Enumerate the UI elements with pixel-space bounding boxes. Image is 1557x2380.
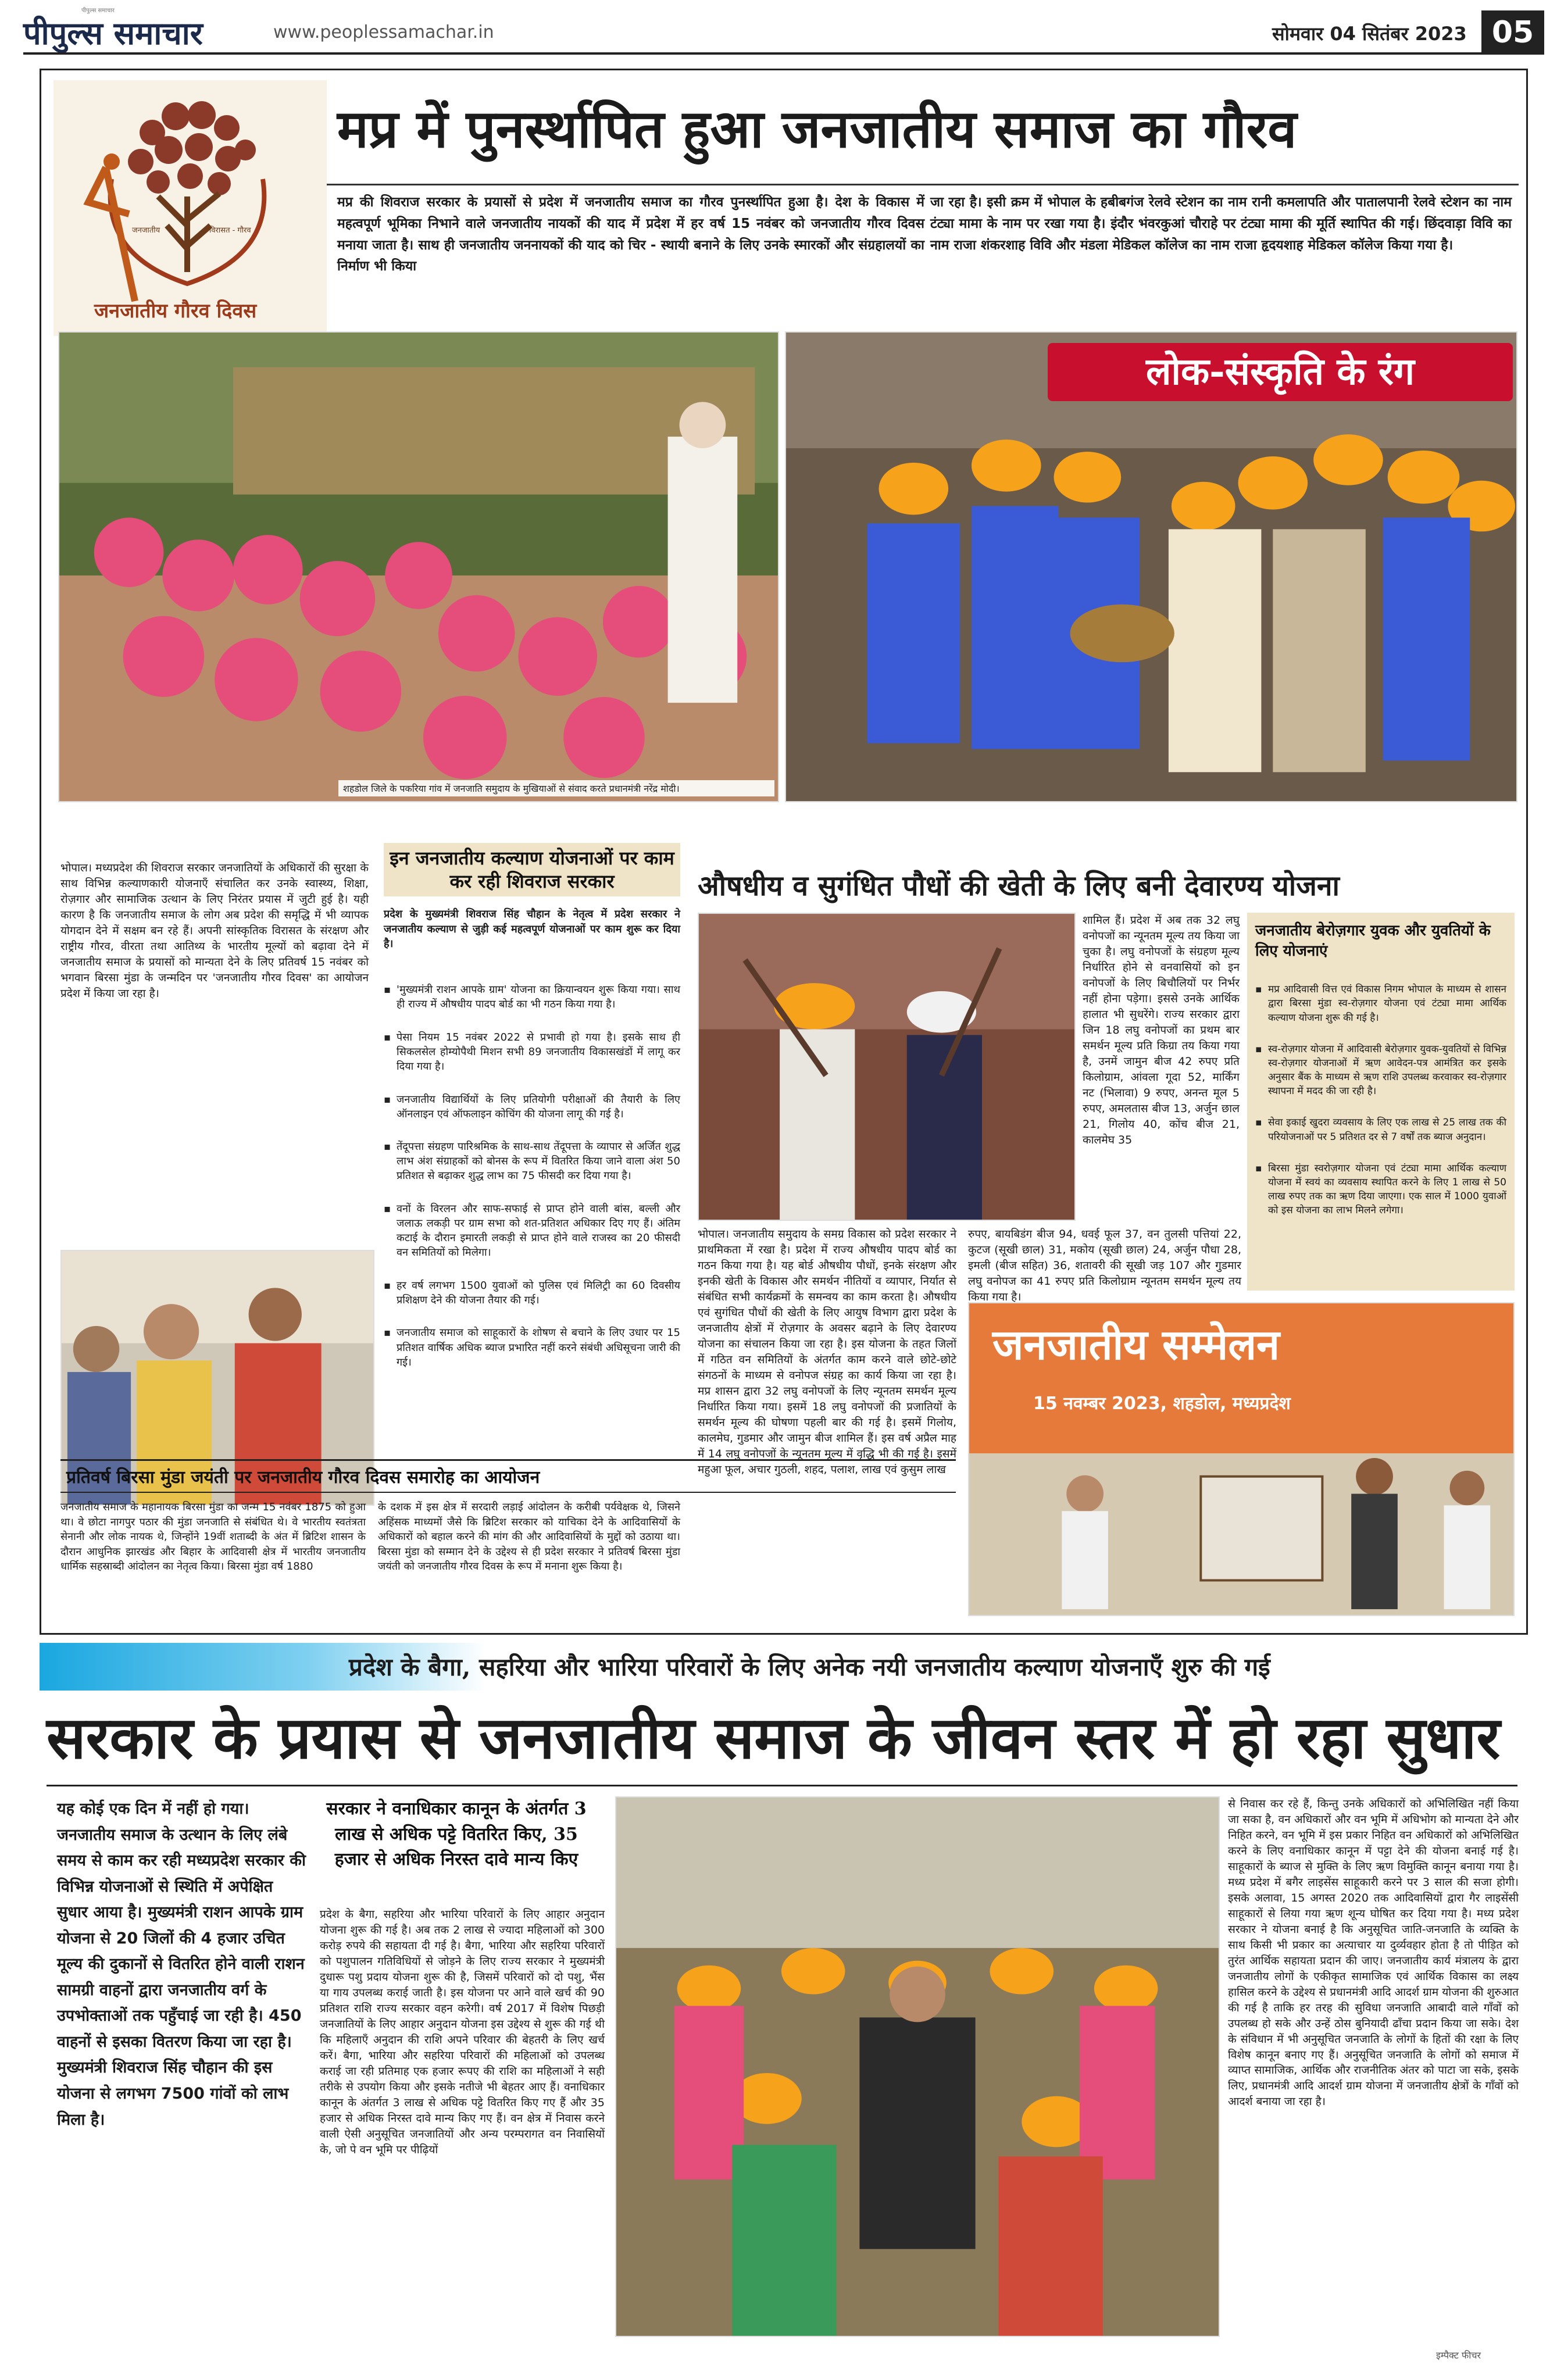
issue-date: सोमवार 04 सितंबर 2023 xyxy=(1272,23,1467,45)
intro-right: जा रहा है। इसी क्रम में भोपाल के हबीबगंज रेलवे स्टेशन का नाम रानी कमलापति और पातालपानी रेलवे स्टेशन का नाम टंट्या मामा के नाम पर रखा गया है। इंदौर भंवरकुआं चौराहे पर टंट्या मामा की मूर्ति स्थापित की गई। छिंदवाड़ा विवि का नाम राजा शंकरशाह विवि और मंडला मेडिकल कॉलेज का नाम राजा हृदयशाह मेडिकल कॉलेज किया गया है। xyxy=(930,195,1512,253)
website[interactable]: www.peoplessamachar.in xyxy=(273,22,494,42)
celebration-photo xyxy=(615,1796,1220,2337)
youth-scheme-item: ▪ मप्र आदिवासी वित्त एवं विकास निगम भोपाल के माध्यम से शासन द्वारा बिरसा मुंडा स्व-रोज़गार योजना एवं टंट्या मामा आर्थिक कल्याण योजना शुरू की गई है। xyxy=(1255,982,1506,1024)
youth-scheme-item: ▪ स्व-रोज़गार योजना में आदिवासी बेरोज़गार युवक-युवतियों से विभिन्न स्व-रोज़गार योजनाओं में ऋण आवेदन-पत्र आमंत्रित कर इसके अनुसार बैंक के माध्यम से ऋण राशि उपलब्ध करवाकर स्व-रोज़गार स्थापना में मदद की जा रही है। xyxy=(1255,1042,1506,1099)
bottom-headline: सरकार के प्रयास से जनजातीय समाज के जीवन स्तर में हो रहा सुधार xyxy=(47,1703,1501,1772)
logo-ring-left: जनजातीय xyxy=(132,226,160,235)
pm-tribal-dance-photo xyxy=(698,913,1076,1221)
scheme-item: ▪ जनजातीय विद्यार्थियों के लिए प्रतियोगी परीक्षाओं की तैयारी के लिए ऑनलाइन एवं ऑफलाइन कोचिंग की योजना लागू की गई है। xyxy=(384,1092,680,1121)
scheme-item: ▪ पेसा नियम 15 नवंबर 2022 से प्रभावी हो गया है। इसके साथ ही सिकलसेल होम्योपैथी मिशन सभी 89 जनजातीय विकासखंडों में लागू कर दिया गया है। xyxy=(384,1030,680,1074)
cm-musicians-photo xyxy=(785,331,1517,802)
scheme-item: ▪ जनजातीय समाज को साहूकारों के शोषण से बचाने के लिए उधार पर 15 प्रतिशत वार्षिक अधिक ब्याज प्रभारित नहीं करने संबंधी अधिसूचना जारी की गई। xyxy=(384,1325,680,1370)
bottom-rule xyxy=(47,1785,1517,1786)
scheme-item: ▪ वनों के विरलन और साफ-सफाई से प्राप्त होने वाली बांस, बल्ली और जलाऊ लकड़ी पर ग्राम सभा को शत-प्रतिशत अधिकार दिए गए हैं। अंतिम कटाई के दौरान इमारती लकड़ी से प्राप्त होने वाले राजस्व का 20 फीसदी वन समितियों को मिलेगा। xyxy=(384,1202,680,1260)
scheme-item: ▪ हर वर्ष लगभग 1500 युवाओं को पुलिस एवं मिलिट्री का 60 दिवसीय प्रशिक्षण देने की योजना तैयार की गई। xyxy=(384,1278,680,1307)
janjatiya-gaurav-logo xyxy=(53,80,327,336)
logo-ring-right: विरासत - गौरव xyxy=(209,226,251,235)
sammelan-banner-sub: 15 नवम्बर 2023, शहडोल, मध्यप्रदेश xyxy=(1033,1393,1291,1414)
pm-interaction-photo xyxy=(58,331,779,802)
scheme-item: ▪ तेंदूपत्ता संग्रहण पारिश्रमिक के साथ-साथ तेंदूपत्ता के व्यापार से अर्जित शुद्ध लाभ अंश संग्राहकों को बोनस के रूप में वितरित किया जाने वाला अंश 50 प्रतिशत से बढ़ाकर शुद्ध लाभ का 75 फीसदी कर दिया गया है। xyxy=(384,1139,680,1184)
devaranya-col-right: शामिल हैं। प्रदेश में अब तक 32 लघु वनोपजों का न्यूनतम मूल्य तय किया जा चुका है। लघु वनोपजों के संग्रहण मूल्य निर्धारित होने से वनवासियों को इन वनोपजों के लिए बिचौलियों पर निर्भर नहीं होना पड़ेगा। इससे उनके आर्थिक हालात भी सुधरेंगे। राज्य सरकार द्वारा जिन 18 लघु वनोपजों का प्रथम बार समर्थन मूल्य प्रति किग्रा तय किया गया है, उनमें जामुन बीज 42 रुपए प्रति किलोग्राम, आंवला गूदा 52, मार्किंग नट (भिलावा) 9 रुपए, अनन्त मूल 5 रुपए, अमलतास बीज 13, अर्जुन छाल 21, गिलोय 40, कोंच बीज 21, कालमेघ 35 xyxy=(1083,914,1240,1146)
birsa-col1: जनजातीय समाज के महानायक बिरसा मुंडा का जन्म 15 नवंबर 1875 को हुआ था। वे छोटा नागपुर पठार की मुंडा जनजाति से संबंधित थे। वे भारतीय स्वतंत्रता सेनानी और लोक नायक थे, जिन्होंने 19वीं शताब्दी के अंत में ब्रिटिश शासन के दौरान आधुनिक झारखंड और बिहार के आदिवासी क्षेत्र में भारतीय जनजातीय धार्मिक सहस्राब्दी आंदोलन का नेतृत्व किया। बिरसा मुंडा वर्ष 1880 xyxy=(60,1501,366,1573)
sammelan-photo xyxy=(968,1302,1515,1616)
youth-schemes-list xyxy=(1255,969,1506,1235)
devaranya-title: औषधीय व सुगंधित पौधों की खेती के लिए बनी देवारण्य योजना xyxy=(698,870,1340,902)
scheme-item: ▪ 'मुख्यमंत्री राशन आपके ग्राम' योजना का क्रियान्वयन शुरू किया गया। साथ ही राज्य में औषधीय पादप बोर्ड का भी गठन किया गया है। xyxy=(384,982,680,1012)
devaranya-col-mid: रुपए, बायबिडंग बीज 94, धवई फूल 37, वन तुलसी पत्तियां 22, कुटज (सूखी छाल) 31, मकोय (सूखी छाल) 24, अर्जुन पौधा 28, इमली (बीज सहित) 36, शतावरी की सूखी जड़ 107 और गुडमार लघु वनोपज का 41 रुपए प्रति किलोग्राम न्यूनतम समर्थन मूल्य तय किया गया है। xyxy=(968,1228,1241,1303)
top-headline: मप्र में पुनर्स्थापित हुआ जनजातीय समाज का गौरव xyxy=(337,98,1297,160)
logo-ring-bottom: जनजातीय गौरव दिवस xyxy=(94,299,257,323)
sammelan-banner: जनजातीय सम्मेलन xyxy=(992,1320,1280,1369)
footer-note: इम्पैक्ट फीचर xyxy=(1436,2350,1481,2361)
page-number: 05 xyxy=(1481,10,1544,55)
bhopal-story: भोपाल। मध्यप्रदेश की शिवराज सरकार जनजातियों के अधिकारों की सुरक्षा के साथ विभिन्न कल्याणकारी योजनाएँ संचालित कर उनके स्वास्थ्य, शिक्षा, रोज़गार और सामाजिक उत्थान के लिए निरंतर प्रयास में जुटी हुई है। यही कारण है कि जनजातीय समाज के लोग अब प्रदेश की समृद्धि में भी व्यापक योगदान देने में सक्षम बन रहे हैं। अपनी सांस्कृतिक विरासत के संरक्षण और राष्ट्रीय गौरव, वीरता तथा आतिथ्य के भारतीय मूल्यों को बढ़ावा देने में जनजातीय समाज के प्रयासों को मान्यता देने के लिए प्रतिवर्ष 15 नवंबर को भगवान बिरसा मुंडा के जन्मदिन पर 'जनजातीय गौरव दिवस' का आयोजन प्रदेश में किया जा रहा है। xyxy=(60,862,369,1000)
brand-name: पीपुल्स समाचार xyxy=(23,15,203,52)
youth-box-title: जनजातीय बेरोज़गार युवक और युवतियों के लिए योजनाएं xyxy=(1255,922,1491,960)
schemes-intro: प्रदेश के मुख्यमंत्री शिवराज सिंह चौहान के नेतृत्व में प्रदेश सरकार ने जनजातीय कल्याण से जुड़ी कई महत्वपूर्ण योजनाओं पर काम शुरू कर दिया है। xyxy=(384,908,680,950)
bottom-kicker: प्रदेश के बैगा, सहरिया और भारिया परिवारों के लिए अनेक नयी जनजातीय कल्याण योजनाएँ शुरु की गई xyxy=(349,1653,1270,1681)
photo1-caption: शहडोल जिले के पकरिया गांव में जनजाति समुदाय के मुखियाओं से संवाद करते प्रधानमंत्री नरेंद्र मोदी। xyxy=(338,780,774,796)
masthead xyxy=(0,0,1557,58)
youth-scheme-item: ▪ सेवा इकाई खुदरा व्यवसाय के लिए एक लाख से 25 लाख तक की परियोजनाओं पर 5 प्रतिशत दर से 7 वर्षों तक ब्याज अनुदान। xyxy=(1255,1116,1506,1143)
schemes-title: इन जनजातीय कल्याण योजनाओं पर काम कर रही शिवराज सरकार xyxy=(384,843,680,896)
brand-tagline: पीपुल्स समाचार xyxy=(81,8,115,14)
devaranya-col-left: भोपाल। जनजातीय समुदाय के समग्र विकास को प्रदेश सरकार ने प्राथमिकता में रखा है। प्रदेश में राज्य औषधीय पादप बोर्ड का गठन किया गया है। यह बोर्ड औषधीय पौधों, इनके संरक्षण और इनकी खेती के विकास और समर्थन नीतियों व व्यापार, निर्यात से संबंधित सभी कार्यक्रमों के समन्वय का काम करता है। औषधीय एवं सुगंधित पौधों की खेती के लिए आयुष विभाग द्वारा प्रदेश के जनजातीय क्षेत्रों में रोज़गार के अवसर बढ़ाने के लिए देवारण्य योजना का संचालन किया जा रहा है। इस योजना के तहत जिलों में गठित वन समितियों के अंतर्गत काम करने वाले छोटे-छोटे संगठनों के माध्यम से वनोपज संग्रह का कार्य किया जा रहा है। मप्र शासन द्वारा 32 लघु वनोपजों के लिए न्यूनतम समर्थन मूल्य निर्धारित किया गया। इसमें 18 लघु वनोपजों की प्रजातियों के समर्थन मूल्य की घोषणा पहली बार की गई है। इसमें गिलोय, कालमेघ, गुडमार और जामुन बीज शामिल हैं। इस वर्ष अप्रैल माह में 14 लघु वनोपजों के न्यूनतम मूल्य में वृद्धि भी की गई है। इसमें महुआ फूल, अचार गुठली, शहद, पलाश, लाख एवं कुसुम लाख xyxy=(698,1228,956,1476)
schemes-list xyxy=(384,968,680,1388)
headline-rule xyxy=(327,184,1519,185)
schemes-section xyxy=(378,843,686,1459)
youth-scheme-item: ▪ बिरसा मुंडा स्वरोज़गार योजना एवं टंट्या मामा आर्थिक कल्याण योजना में स्वयं का व्यवसाय स्थापित करने के लिए 1 लाख से 50 लाख रुपए तक का ऋण दिया जाएगा। एक साल में 1000 युवाओं को इस योजना का लाभ मिलने लगेगा। xyxy=(1255,1162,1506,1218)
forest-rights-title: सरकार ने वनाधिकार कानून के अंतर्गत 3 लाख से अधिक पट्टे वितरित किए, 35 हजार से अधिक निरस्त दावे मान्य किए xyxy=(326,1799,587,1870)
youth-schemes-box xyxy=(1247,913,1515,1291)
intro-left: मप्र की शिवराज सरकार के प्रयासों से प्रदेश में जनजातीय समाज का गौरव पुनर्स्थापित हुआ है। देश के विकास में महत्वपूर्ण भूमिका निभाने वाले जनजातीय नायकों की याद में प्रदेश में हर वर्ष 15 नवंबर को जनजातीय गौरव दिवस मनाया जाता है। साथ ही जनजातीय जननायकों की याद को चिर - स्थायी बनाने के लिए उनके स्मारकों और संग्रहालयों का निर्माण भी किया xyxy=(337,195,924,274)
masthead-rule xyxy=(23,52,1512,55)
bottom-right-col: से निवास कर रहे हैं, किन्तु उनके अधिकारों को अभिलिखित नहीं किया जा सका है, वन अधिकारों और वन भूमि में अधिभोग को मान्यता देने और निहित करने, वन भूमि में इस प्रकार निहित वन अधिकारों को अभिलिखित करने के लिए वनाधिकार कानून में पट्टा देने की योजना बनाई गई है। साहूकारों के ब्याज से मुक्ति के लिए ऋण विमुक्ति कानून बनाया गया है। मध्य प्रदेश में बगैर लाइसेंस साहूकारी करने पर 3 साल की सजा होगी। इसके अलावा, 15 अगस्त 2020 तक आदिवासियों द्वारा गैर लाइसेंसी साहूकारों से लिया गया ऋण शून्य घोषित कर दिया गया है। मध्य प्रदेश सरकार ने योजना बनाई है कि अनुसूचित जाति-जनजाति के व्यक्ति के साथ किसी भी प्रकार का अत्याचार या दुर्व्यवहार होता है तो पीड़ित को तुरंत आर्थिक सहायता प्रदान की जाए। जनजातीय कार्य मंत्रालय के द्वारा जनजातीय लोगों के एकीकृत सामाजिक एवं आर्थिक विकास का लक्ष्य हासिल करने के उद्देश्य से प्रधानमंत्री आदि आदर्श ग्राम योजना की शुरुआत की गई है ताकि हर तरह की सुविधा जनजाति आबादी वाले गाँवों को उपलब्ध हो सके और उन्हें ठोस बुनियादी ढाँचा प्रदान किया जा सके। देश के संविधान में भी अनुसूचित जनजाति के लोगों के हितों की रक्षा के लिए विशेष कानून बनाए गए हैं। अनुसूचित जनजाति के लोगों को समाज में व्याप्त सामाजिक, आर्थिक और राजनीतिक अंतर को पाटा जा सके, इसके लिए, प्रधानमंत्री आदि आदर्श ग्राम योजना में जनजातीय क्षेत्रों के गाँवों को आदर्श बनाया जा रहा है। xyxy=(1228,1797,1519,2109)
birsa-col2: के दशक में इस क्षेत्र में सरदारी लड़ाई आंदोलन के करीबी पर्यवेक्षक थे, जिसने अहिंसक माध्यमों जैसे कि ब्रिटिश सरकार को याचिका देने के आदिवासियों के अधिकारों को बहाल करने की मांग की और आदिवासियों के मुद्दों को उठाया था। बिरसा मुंडा को सम्मान देने के उद्देश्य से ही प्रदेश सरकार ने प्रतिवर्ष बिरसा मुंडा जयंती को जनजातीय गौरव दिवस के रूप में मनाना शुरू किया है। xyxy=(378,1501,680,1573)
birsa-title: प्रतिवर्ष बिरसा मुंडा जयंती पर जनजातीय गौरव दिवस समारोह का आयोजन xyxy=(60,1459,956,1493)
brand-logo[interactable] xyxy=(23,6,267,52)
bottom-left-col: यह कोई एक दिन में नहीं हो गया। जनजातीय समाज के उत्थान के लिए लंबे समय से काम कर रही मध्यप्रदेश सरकार की विभिन्न योजनाओं से स्थिति में अपेक्षित सुधार आया है। मुख्यमंत्री राशन आपके ग्राम योजना से 20 जिलों की 4 हजार उचित मूल्य की दुकानों से वितरित होने वाली राशन सामग्री वाहनों द्वारा जनजातीय वर्ग के उपभोक्ताओं तक पहुँचाई जा रही है। 450 वाहनों से इसका वितरण किया जा रहा है। मुख्यमंत्री शिवराज सिंह चौहान की इस योजना से लगभग 7500 गांवों को लाभ मिला है। xyxy=(57,1800,306,2129)
forest-rights-text: प्रदेश के बैगा, सहरिया और भारिया परिवारों के लिए आहार अनुदान योजना शुरू की गई है। अब तक 2 लाख से ज्यादा महिलाओं को 300 करोड़ रुपये की सहायता दी गई है। बैगा, भारिया और सहरिया परिवारों को पशुपालन गतिविधियों से जोड़ने के लिए राज्य सरकार ने मुख्यमंत्री दुधारू पशु प्रदाय योजना शुरू की है, जिसमें परिवारों को दो पशु, भैंस या गाय उपलब्ध कराई जाती है। इस योजना पर आने वाले खर्च की 90 प्रतिशत राशि राज्य सरकार वहन करेगी। वर्ष 2017 में विशेष पिछड़ी जनजातियों के लिए आहार अनुदान योजना इस उद्देश्य से शुरू की गई थी कि महिलाएँ अनुदान की राशि अपने परिवार की बेहतरी के लिए खर्च करें। बैगा, भारिया और सहरिया परिवारों की महिलाओं को उपलब्ध कराई जा रही प्रतिमाह एक हजार रूपए की राशि का महिलाओं ने सही तरीके से उपयोग किया और इसके नतीजे भी बेहतर आए हैं। वनाधिकार कानून के अंतर्गत 3 लाख से अधिक पट्टे वितरित किए गए हैं और 35 हजार से अधिक निरस्त दावे मान्य किए गए हैं। वन क्षेत्र में निवास करने वाली ऐसी अनुसूचित जनजातियों और अन्य परम्परागत वन निवासियों के, जो पे वन भूमि पर पीढ़ियों xyxy=(320,1908,605,2156)
culture-banner: लोक-संस्कृति के रंग xyxy=(1048,343,1513,401)
